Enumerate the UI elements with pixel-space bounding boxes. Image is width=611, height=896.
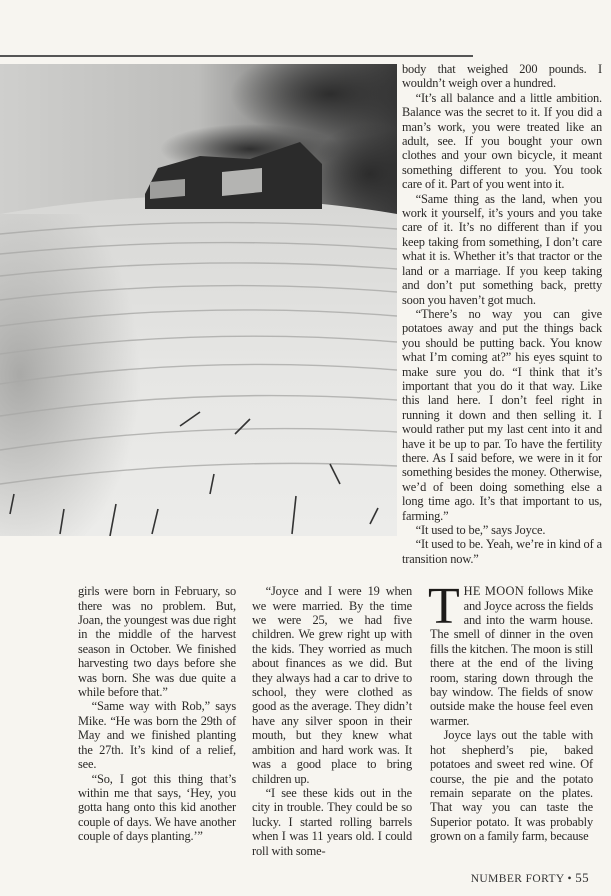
header-rule [0,55,473,57]
bottom-columns [0,578,611,858]
right-text-column [402,62,602,566]
paragraph-text: follows Mike and Joyce across the fields and into the warm house. The smell of dinner in the oven fills the kitchen. The moon is still there at the end of the living room, staring down through the bay window. The fields of snow outside make the house feel even warmer. [430,584,594,728]
paragraph: body that weighed 200 pounds. I wouldn’t weigh over a hundred. [402,62,602,91]
text-column-1 [78,584,236,843]
publication-label: NUMBER FORTY [470,872,565,885]
paragraph: “It used to be. Yeah, we’re in kind of a transition now.” [402,537,602,566]
page-folio [0,870,611,896]
paragraph: “It’s all balance and a little ambition. Balance was the secret to it. If you did a man’s work, you were treated like an adult, see. If you bought your own clothes and your own bicycle, it meant something different to you. You took care of it. Part of you went into it. [402,90,602,192]
section-opening-paragraph [428,578,594,728]
paragraph: “So, I got this thing that’s within me that says, ‘Hey, you gotta hang onto this kid another couple of days. We have another couple of days planting.’” [78,771,236,844]
page-number: 55 [575,869,589,885]
paragraph: “It used to be,” says Joyce. [415,523,546,537]
paragraph: “Joyce and I were 19 when we were married. By the time we were 25, we had five children. We grew right up with the kids. They worried as much about finances as we did. But they always had a car to drive to school, they were clothed as good as the average. They didn’t have any silver spoon in their mouth, but they knew what ambition and hard work was. It was a good place to bring children up. [252,584,412,786]
folio-separator: • [567,872,572,885]
snow-field-barn-photo [0,64,397,536]
paragraph: Joyce lays out the table with hot shepherd’s pie, baked potatoes and sweet red wine. Of course, the pie and the potato remain separate on the plates. That way you can taste the Superior potato. It was probably grown on a family farm, because [430,728,593,844]
paragraph: girls were born in February, so there was no problem. But, Joan, the youngest was due right in the middle of the harvest season in October. We finished harvesting two days before she was born. She was due quite a while before that.” [78,584,236,700]
top-section [0,64,611,566]
drop-cap: T [428,578,460,636]
lead-in-smallcaps: HE MOON [463,584,524,599]
paragraph: “There’s no way you can give potatoes away and put the things back you should be putting back. You know what I’m coming at?” his eyes squint to make sure you do. “I think that it’s important that you do it that way. Like this land here. I don’t feel right in running it down and then selling it. I would rather put my last cent into it and have it be up to par. To have the fertility there. As I said before, we were in it for something besides the money. Otherwise, we’d of been doing something else a long time ago. It’s that important to us, farming.” [402,306,602,523]
text-column-2 [252,584,412,858]
paragraph: “Same way with Rob,” says Mike. “He was born the 29th of May and we finished planting the 27th. It’s kind of a relief, see. [78,699,236,772]
paragraph: “Same thing as the land, when you work it yourself, it’s yours and you take care of it. It’s no different than if you keep taking from something, I don’t care what it is. Whether it’s that tractor or the land or a marriage. If you keep taking and don’t put something back, pretty soon you haven’t got much. [402,191,602,307]
paragraph: “I see these kids out in the city in trouble. They could be so lucky. I started rolling barrels when I was 11 years old. I could roll with some- [252,785,412,858]
text-column-3 [428,578,594,844]
